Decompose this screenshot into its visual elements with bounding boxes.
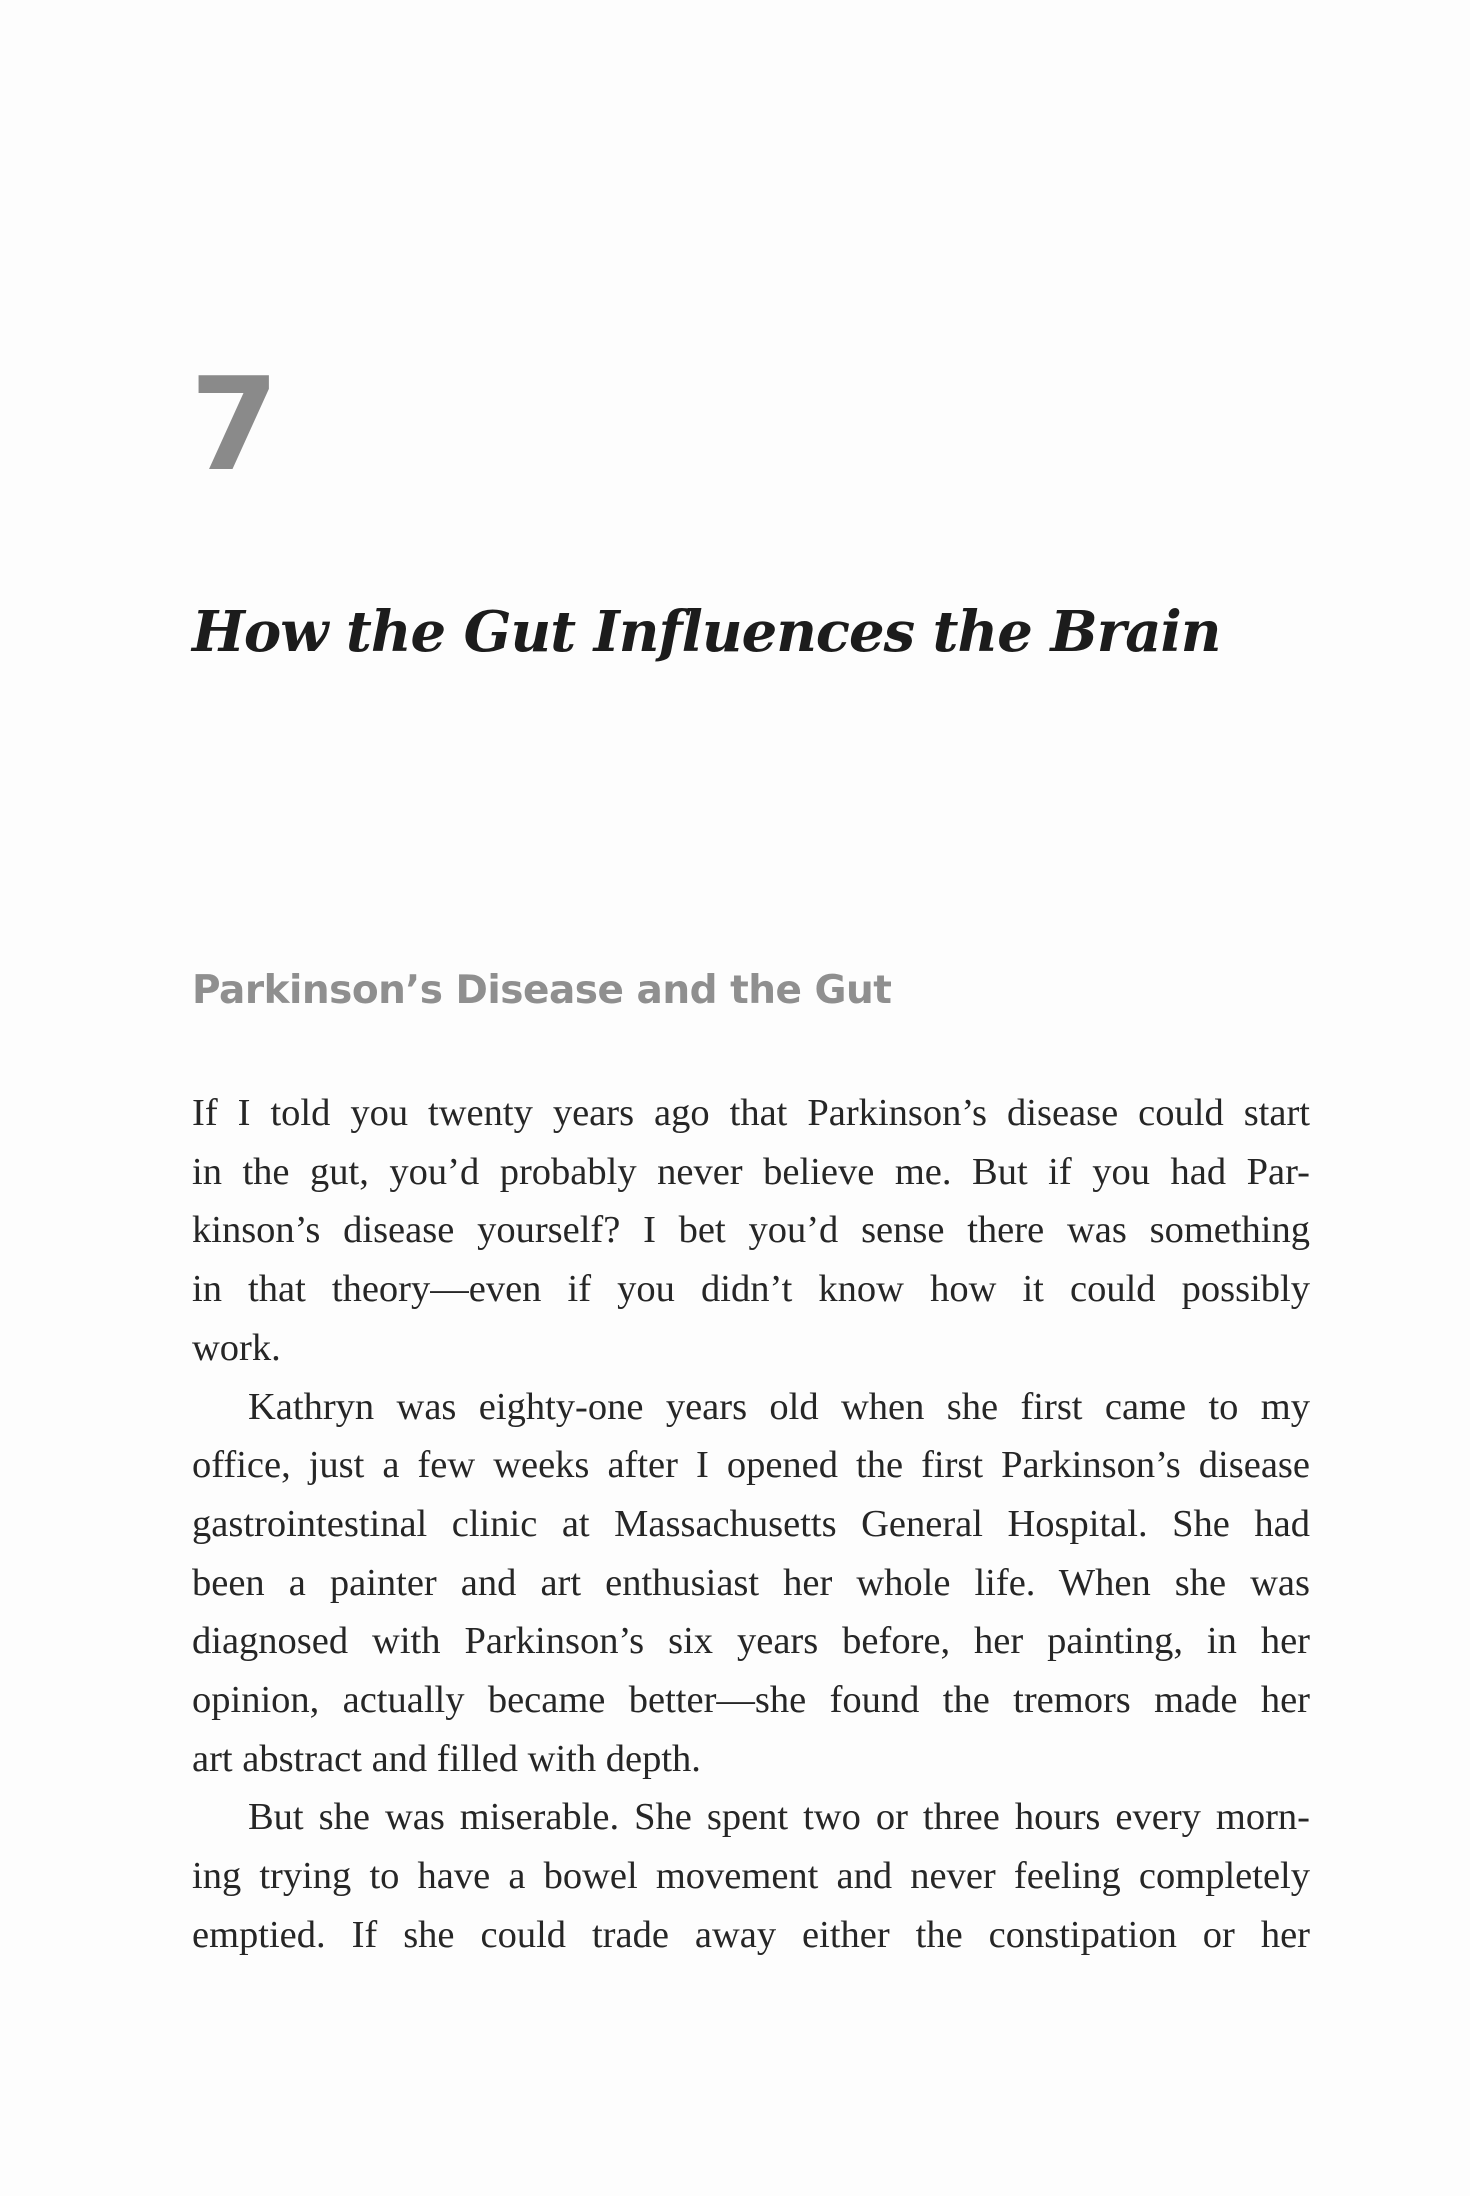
text-line: in the gut, you’d probably never believe me. But if you had Par- [192, 1150, 1310, 1193]
text-line: ing trying to have a bowel movement and never feeling completely [192, 1855, 1310, 1898]
text-line: art abstract and filled with depth. [192, 1737, 701, 1780]
paragraph-2 [192, 1378, 1310, 1789]
text-line: gastrointestinal clinic at Massachusetts General Hospital. She had [192, 1502, 1310, 1545]
text-line: been a painter and art enthusiast her whole life. When she was [192, 1561, 1310, 1604]
paragraph-3 [192, 1788, 1310, 1964]
text-line: work. [192, 1326, 281, 1369]
text-line: kinson’s disease yourself? I bet you’d sense there was something [192, 1209, 1310, 1252]
text-line: But she was miserable. She spent two or three hours every morn- [248, 1796, 1310, 1839]
text-line: opinion, actually became better—she found the tremors made her [192, 1679, 1310, 1722]
text-line: in that theory—even if you didn’t know how it could possibly [192, 1268, 1310, 1311]
text-line: diagnosed with Parkinson’s six years before, her painting, in her [192, 1620, 1310, 1663]
body-text [192, 1084, 1310, 1965]
paragraph-1 [192, 1084, 1310, 1378]
text-line: emptied. If she could trade away either the constipation or her [192, 1913, 1310, 1956]
text-line: Kathryn was eighty-one years old when she first came to my [248, 1385, 1310, 1428]
chapter-title: How the Gut Influences the Brain [192, 599, 1221, 665]
text-line: office, just a few weeks after I opened the first Parkinson’s disease [192, 1444, 1310, 1487]
text-line: If I told you twenty years ago that Parkinson’s disease could start [192, 1092, 1310, 1134]
section-heading: Parkinson’s Disease and the Gut [192, 968, 892, 1013]
chapter-number: 7 [190, 351, 278, 500]
